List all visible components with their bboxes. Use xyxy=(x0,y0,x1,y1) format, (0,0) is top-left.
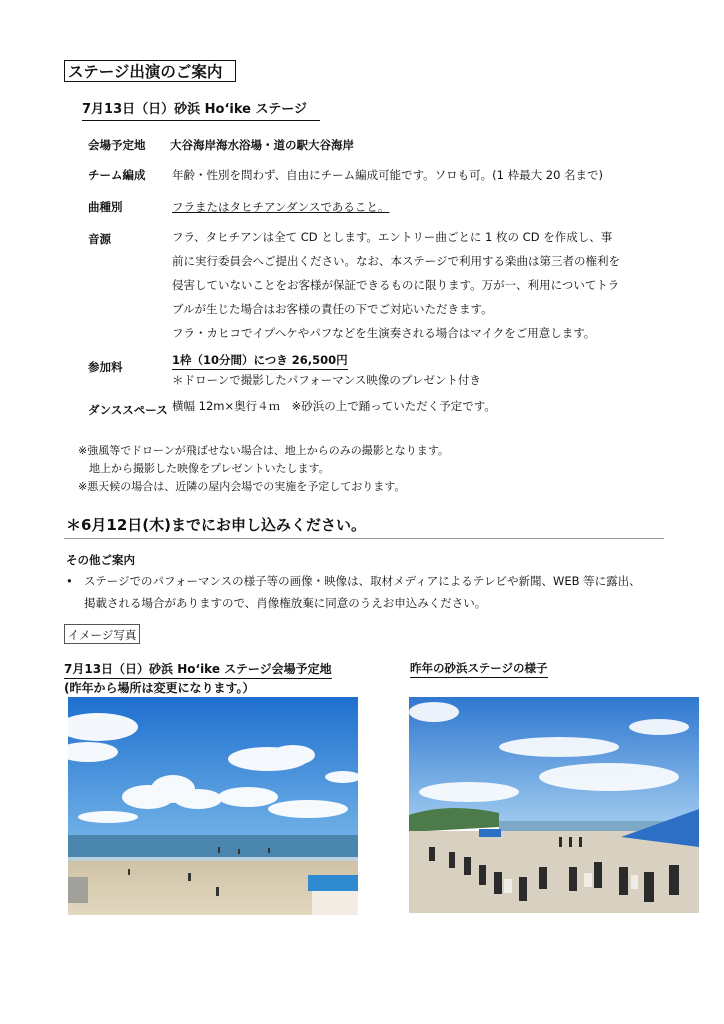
other-line: ステージでのパフォーマンスの様子等の画像・映像は、取材メディアによるテレビや新聞、WEB 等に露出、 xyxy=(84,574,641,588)
divider xyxy=(64,538,664,539)
audio-label: 音源 xyxy=(88,232,111,246)
stage-title: 7月13日（日）砂浜 Ho‘ike ステージ xyxy=(82,98,320,121)
other-text xyxy=(84,570,641,614)
genre-value: フラまたはタヒチアンダンスであること。 xyxy=(172,200,390,214)
audio-line: 前に実行委員会へご提出ください。なお、本ステージで利用する楽曲は第三者の権利を xyxy=(172,254,621,268)
deadline-notice: ＊6月12日(木)までにお申し込みください。 xyxy=(66,516,367,534)
beach-photo xyxy=(68,697,358,915)
photo2-caption: 昨年の砂浜ステージの様子 xyxy=(410,660,548,678)
image-section-label: イメージ写真 xyxy=(64,624,140,644)
audio-line: フラ・カヒコでイプヘケやパフなどを生演奏される場合はマイクをご用意します。 xyxy=(172,326,596,340)
fee-value: 1枠（10分間）につき 26,500円 xyxy=(172,352,348,370)
note-line: 地上から撮影した映像をプレゼントいたします。 xyxy=(78,462,330,475)
space-value: 横幅 12m×奥行４ｍ ※砂浜の上で踊っていただく予定です。 xyxy=(172,399,496,413)
other-line: 掲載される場合がありますので、肖像権放棄に同意のうえお申込みください。 xyxy=(84,596,487,610)
fee-label: 参加料 xyxy=(88,360,123,374)
team-value: 年齢・性別を問わず、自由にチーム編成可能です。ソロも可。(1 枠最大 20 名まで) xyxy=(172,168,604,182)
audio-line: フラ、タヒチアンは全て CD とします。エントリー曲ごとに 1 枚の CD を作成し、事 xyxy=(172,230,613,244)
fee-note: ＊ドローンで撮影したパフォーマンス映像のプレゼント付き xyxy=(172,373,481,387)
note-line: ※強風等でドローンが飛ばせない場合は、地上からのみの撮影となります。 xyxy=(78,444,449,457)
audio-line: 侵害していないことをお客様が保証できるものに限ります。万が一、利用についてトラ xyxy=(172,278,620,292)
audio-line: ブルが生じた場合はお客様の責任の下でご対応いただきます。 xyxy=(172,302,493,316)
photo1-subcaption: (昨年から場所は変更になります。） xyxy=(64,681,255,695)
genre-label: 曲種別 xyxy=(88,200,123,214)
space-label: ダンススペース xyxy=(88,403,168,417)
page-title: ステージ出演のご案内 xyxy=(64,60,236,82)
note-line: ※悪天候の場合は、近隣の屋内会場での実施を予定しております。 xyxy=(78,480,406,493)
audio-text xyxy=(172,225,620,345)
other-heading: その他ご案内 xyxy=(66,553,135,567)
venue-label: 会場予定地 xyxy=(88,138,146,152)
team-label: チーム編成 xyxy=(88,168,146,182)
notes xyxy=(78,442,449,496)
bullet-mark: • xyxy=(66,574,73,588)
stage-photo xyxy=(409,697,699,913)
venue-value: 大谷海岸海水浴場・道の駅大谷海岸 xyxy=(170,138,354,152)
photo1-caption: 7月13日（日）砂浜 Ho‘ike ステージ会場予定地 xyxy=(64,660,332,679)
